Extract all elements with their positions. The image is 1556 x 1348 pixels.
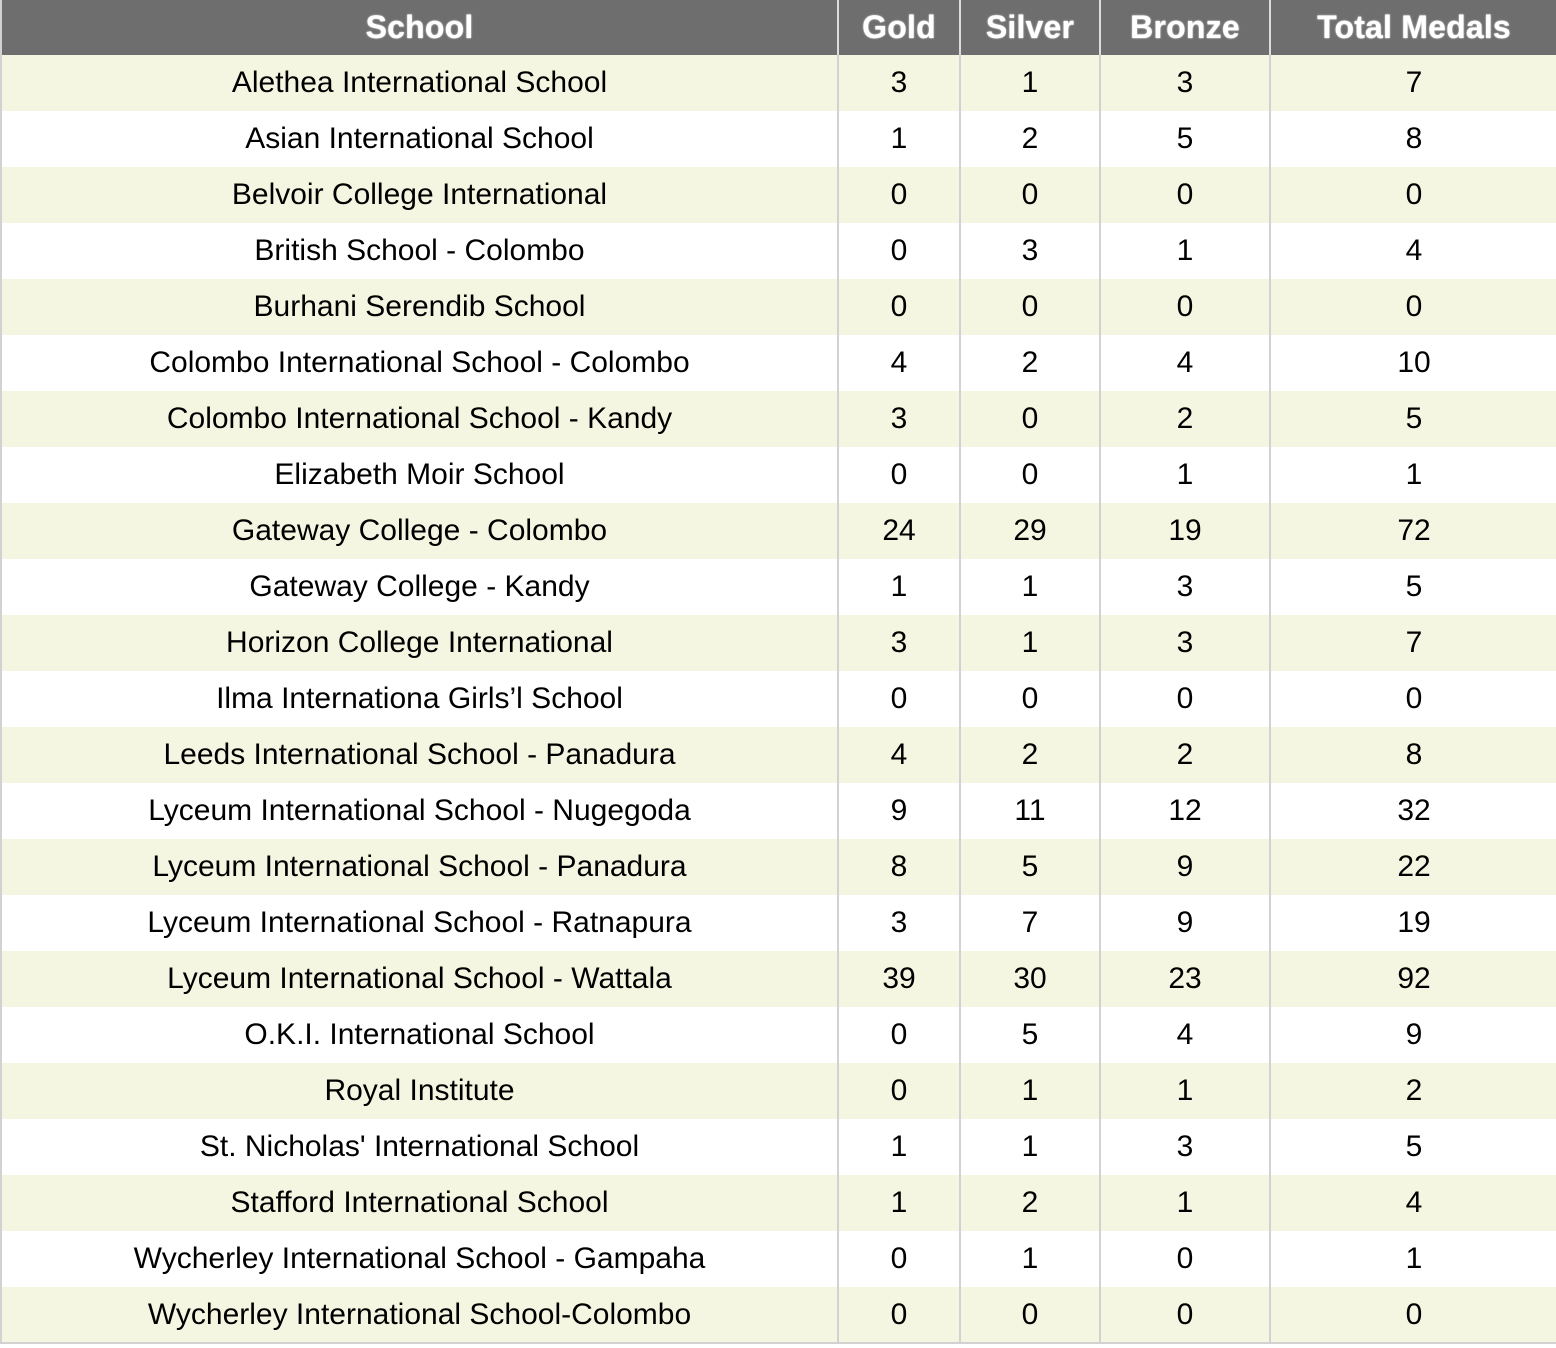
- cell-gold: 4: [838, 727, 960, 783]
- cell-silver: 11: [960, 783, 1100, 839]
- cell-school: Lyceum International School - Wattala: [1, 951, 838, 1007]
- cell-gold: 1: [838, 1175, 960, 1231]
- cell-total-medals: 10: [1270, 335, 1556, 391]
- cell-school: Lyceum International School - Panadura: [1, 839, 838, 895]
- header-silver: Silver: [960, 0, 1100, 55]
- cell-silver: 0: [960, 167, 1100, 223]
- cell-gold: 0: [838, 1231, 960, 1287]
- cell-bronze: 2: [1100, 727, 1270, 783]
- cell-gold: 9: [838, 783, 960, 839]
- header-row: [1, 0, 1556, 55]
- table-row: [1, 167, 1556, 223]
- cell-school: British School - Colombo: [1, 223, 838, 279]
- cell-silver: 0: [960, 391, 1100, 447]
- cell-school: Lyceum International School - Nugegoda: [1, 783, 838, 839]
- table-row: [1, 1007, 1556, 1063]
- cell-total-medals: 72: [1270, 503, 1556, 559]
- table-row: [1, 223, 1556, 279]
- cell-bronze: 0: [1100, 1231, 1270, 1287]
- cell-bronze: 3: [1100, 55, 1270, 111]
- cell-gold: 0: [838, 1063, 960, 1119]
- cell-gold: 0: [838, 279, 960, 335]
- header-gold: Gold: [838, 0, 960, 55]
- cell-school: Horizon College International: [1, 615, 838, 671]
- cell-school: O.K.I. International School: [1, 1007, 838, 1063]
- table-row: [1, 727, 1556, 783]
- cell-school: Stafford International School: [1, 1175, 838, 1231]
- cell-total-medals: 7: [1270, 615, 1556, 671]
- cell-school: Gateway College - Kandy: [1, 559, 838, 615]
- cell-bronze: 5: [1100, 111, 1270, 167]
- cell-bronze: 0: [1100, 167, 1270, 223]
- table-row: [1, 839, 1556, 895]
- cell-total-medals: 4: [1270, 223, 1556, 279]
- header-total-medals: Total Medals: [1270, 0, 1556, 55]
- cell-total-medals: 7: [1270, 55, 1556, 111]
- cell-total-medals: 0: [1270, 279, 1556, 335]
- cell-gold: 3: [838, 895, 960, 951]
- cell-gold: 1: [838, 111, 960, 167]
- cell-gold: 3: [838, 55, 960, 111]
- cell-total-medals: 1: [1270, 447, 1556, 503]
- cell-school: Wycherley International School - Gampaha: [1, 1231, 838, 1287]
- cell-total-medals: 9: [1270, 1007, 1556, 1063]
- cell-silver: 3: [960, 223, 1100, 279]
- cell-gold: 0: [838, 167, 960, 223]
- cell-bronze: 3: [1100, 1119, 1270, 1175]
- table-row: [1, 1175, 1556, 1231]
- cell-bronze: 12: [1100, 783, 1270, 839]
- cell-total-medals: 0: [1270, 167, 1556, 223]
- table-row: [1, 503, 1556, 559]
- cell-school: Burhani Serendib School: [1, 279, 838, 335]
- cell-silver: 29: [960, 503, 1100, 559]
- cell-bronze: 23: [1100, 951, 1270, 1007]
- table-row: [1, 55, 1556, 111]
- cell-gold: 3: [838, 391, 960, 447]
- cell-total-medals: 92: [1270, 951, 1556, 1007]
- table-row: [1, 1231, 1556, 1287]
- cell-school: Royal Institute: [1, 1063, 838, 1119]
- cell-silver: 5: [960, 1007, 1100, 1063]
- cell-silver: 30: [960, 951, 1100, 1007]
- cell-bronze: 19: [1100, 503, 1270, 559]
- table-row: [1, 951, 1556, 1007]
- cell-bronze: 1: [1100, 1063, 1270, 1119]
- cell-gold: 0: [838, 1287, 960, 1343]
- table-row: [1, 671, 1556, 727]
- cell-school: Lyceum International School - Ratnapura: [1, 895, 838, 951]
- cell-gold: 1: [838, 1119, 960, 1175]
- cell-bronze: 4: [1100, 335, 1270, 391]
- cell-bronze: 9: [1100, 895, 1270, 951]
- cell-school: Colombo International School - Kandy: [1, 391, 838, 447]
- cell-bronze: 1: [1100, 1175, 1270, 1231]
- cell-total-medals: 5: [1270, 1119, 1556, 1175]
- cell-school: Elizabeth Moir School: [1, 447, 838, 503]
- table-row: [1, 447, 1556, 503]
- cell-gold: 1: [838, 559, 960, 615]
- cell-gold: 4: [838, 335, 960, 391]
- table-row: [1, 1119, 1556, 1175]
- cell-total-medals: 8: [1270, 727, 1556, 783]
- table-row: [1, 279, 1556, 335]
- table-row: [1, 895, 1556, 951]
- cell-bronze: 2: [1100, 391, 1270, 447]
- cell-silver: 1: [960, 1119, 1100, 1175]
- cell-silver: 2: [960, 335, 1100, 391]
- table-row: [1, 1063, 1556, 1119]
- cell-school: Colombo International School - Colombo: [1, 335, 838, 391]
- cell-gold: 0: [838, 671, 960, 727]
- cell-total-medals: 0: [1270, 671, 1556, 727]
- cell-bronze: 0: [1100, 1287, 1270, 1343]
- cell-bronze: 3: [1100, 615, 1270, 671]
- table-body: [1, 55, 1556, 1343]
- cell-bronze: 4: [1100, 1007, 1270, 1063]
- cell-bronze: 9: [1100, 839, 1270, 895]
- cell-total-medals: 1: [1270, 1231, 1556, 1287]
- table-row: [1, 615, 1556, 671]
- cell-total-medals: 0: [1270, 1287, 1556, 1343]
- cell-total-medals: 19: [1270, 895, 1556, 951]
- cell-silver: 1: [960, 1063, 1100, 1119]
- cell-gold: 0: [838, 223, 960, 279]
- table-row: [1, 391, 1556, 447]
- header-school: School: [1, 0, 838, 55]
- cell-bronze: 3: [1100, 559, 1270, 615]
- cell-silver: 5: [960, 839, 1100, 895]
- cell-total-medals: 5: [1270, 391, 1556, 447]
- header-bronze: Bronze: [1100, 0, 1270, 55]
- cell-total-medals: 8: [1270, 111, 1556, 167]
- table-row: [1, 559, 1556, 615]
- cell-school: Wycherley International School-Colombo: [1, 1287, 838, 1343]
- cell-gold: 0: [838, 1007, 960, 1063]
- cell-gold: 8: [838, 839, 960, 895]
- cell-silver: 1: [960, 1231, 1100, 1287]
- cell-school: St. Nicholas' International School: [1, 1119, 838, 1175]
- cell-total-medals: 5: [1270, 559, 1556, 615]
- table-row: [1, 783, 1556, 839]
- cell-total-medals: 32: [1270, 783, 1556, 839]
- cell-school: Asian International School: [1, 111, 838, 167]
- cell-school: Leeds International School - Panadura: [1, 727, 838, 783]
- cell-silver: 0: [960, 447, 1100, 503]
- cell-total-medals: 4: [1270, 1175, 1556, 1231]
- table-row: [1, 1287, 1556, 1343]
- cell-bronze: 0: [1100, 671, 1270, 727]
- cell-silver: 7: [960, 895, 1100, 951]
- cell-gold: 0: [838, 447, 960, 503]
- table-header: [1, 0, 1556, 55]
- cell-bronze: 1: [1100, 447, 1270, 503]
- cell-silver: 2: [960, 111, 1100, 167]
- cell-silver: 1: [960, 55, 1100, 111]
- cell-silver: 0: [960, 1287, 1100, 1343]
- table-row: [1, 111, 1556, 167]
- cell-school: Ilma Internationa Girls’l School: [1, 671, 838, 727]
- cell-silver: 2: [960, 727, 1100, 783]
- cell-silver: 0: [960, 279, 1100, 335]
- cell-bronze: 0: [1100, 279, 1270, 335]
- cell-school: Alethea International School: [1, 55, 838, 111]
- cell-silver: 0: [960, 671, 1100, 727]
- cell-gold: 39: [838, 951, 960, 1007]
- cell-silver: 1: [960, 615, 1100, 671]
- cell-gold: 3: [838, 615, 960, 671]
- cell-gold: 24: [838, 503, 960, 559]
- cell-total-medals: 2: [1270, 1063, 1556, 1119]
- cell-silver: 2: [960, 1175, 1100, 1231]
- cell-school: Belvoir College International: [1, 167, 838, 223]
- cell-silver: 1: [960, 559, 1100, 615]
- cell-school: Gateway College - Colombo: [1, 503, 838, 559]
- table-row: [1, 335, 1556, 391]
- cell-total-medals: 22: [1270, 839, 1556, 895]
- cell-bronze: 1: [1100, 223, 1270, 279]
